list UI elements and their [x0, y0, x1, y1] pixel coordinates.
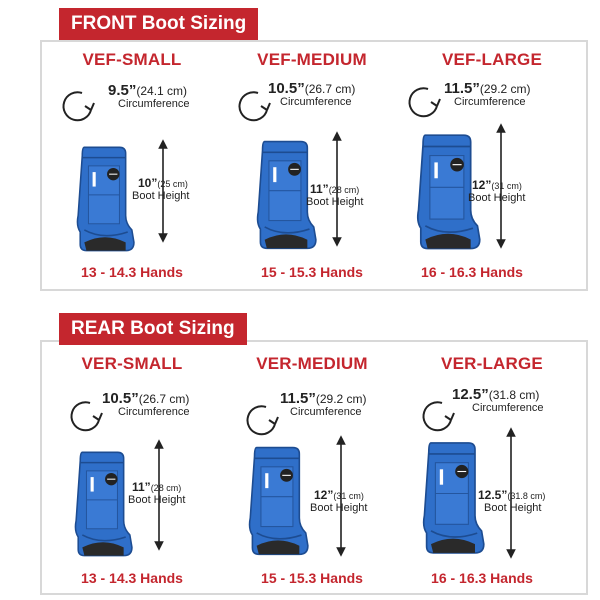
rear-boot-image	[72, 446, 134, 564]
boot-height-label: Boot Height	[310, 502, 368, 514]
circumference-value: 11.5”(29.2 cm)	[280, 390, 367, 407]
size-column-vef-medium	[222, 42, 402, 289]
rear-boot-sizing-section	[0, 313, 600, 600]
circular-arrow-icon	[60, 88, 96, 124]
size-column-ver-small	[42, 342, 222, 593]
boot-height-value: 11”(28 cm)	[310, 182, 360, 196]
circumference-value: 10.5”(26.7 cm)	[268, 80, 356, 97]
boot-height-label: Boot Height	[484, 502, 542, 514]
size-title: VER-LARGE	[441, 354, 543, 373]
hands-range: 15 - 15.3 Hands	[261, 570, 363, 586]
rear-boot-sizing-banner: REAR Boot Sizing	[59, 313, 247, 345]
circular-arrow-icon	[68, 398, 104, 434]
size-column-vef-small	[42, 42, 222, 289]
circumference-label: Circumference	[280, 96, 352, 108]
boot-height-value: 12”(31 cm)	[472, 178, 522, 192]
hands-range: 16 - 16.3 Hands	[421, 264, 523, 280]
hands-range: 13 - 14.3 Hands	[81, 264, 183, 280]
circumference-label: Circumference	[290, 406, 362, 418]
circumference-value: 12.5”(31.8 cm)	[452, 386, 540, 403]
circumference-value: 11.5”(29.2 cm)	[444, 80, 531, 97]
boot-height-label: Boot Height	[128, 494, 186, 506]
circumference-value: 9.5”(24.1 cm)	[108, 82, 188, 99]
size-column-ver-medium	[222, 342, 402, 593]
size-title: VEF-MEDIUM	[257, 50, 367, 69]
boot-height-value: 11”(28 cm)	[132, 480, 182, 494]
rear-sizing-panel	[40, 340, 588, 595]
rear-boot-image	[246, 440, 310, 564]
hands-range: 13 - 14.3 Hands	[81, 570, 183, 586]
rear-boot-image	[420, 434, 486, 564]
front-boot-image	[74, 142, 136, 258]
boot-height-label: Boot Height	[306, 196, 364, 208]
size-title: VEF-LARGE	[441, 50, 543, 69]
circumference-label: Circumference	[454, 96, 526, 108]
circular-arrow-icon	[244, 402, 280, 438]
hands-range: 15 - 15.3 Hands	[261, 264, 363, 280]
size-title: VEF-SMALL	[82, 50, 182, 69]
circumference-label: Circumference	[118, 406, 190, 418]
boot-height-label: Boot Height	[132, 190, 190, 202]
circular-arrow-icon	[406, 84, 442, 120]
boot-height-value: 12”(31 cm)	[314, 488, 364, 502]
boot-height-label: Boot Height	[468, 192, 526, 204]
circular-arrow-icon	[420, 398, 456, 434]
front-boot-sizing-banner: FRONT Boot Sizing	[59, 8, 258, 40]
size-title: VER-SMALL	[81, 354, 183, 373]
circumference-label: Circumference	[118, 98, 190, 110]
circumference-value: 10.5”(26.7 cm)	[102, 390, 190, 407]
hands-range: 16 - 16.3 Hands	[431, 570, 533, 586]
circular-arrow-icon	[236, 88, 272, 124]
size-column-ver-large	[402, 342, 582, 593]
boot-height-value: 10”(25 cm)	[138, 176, 188, 190]
size-column-vef-large	[402, 42, 582, 289]
boot-height-value: 12.5”(31.8 cm)	[478, 488, 546, 502]
size-title: VER-MEDIUM	[256, 354, 368, 373]
circumference-label: Circumference	[472, 402, 544, 414]
front-sizing-panel	[40, 40, 588, 291]
